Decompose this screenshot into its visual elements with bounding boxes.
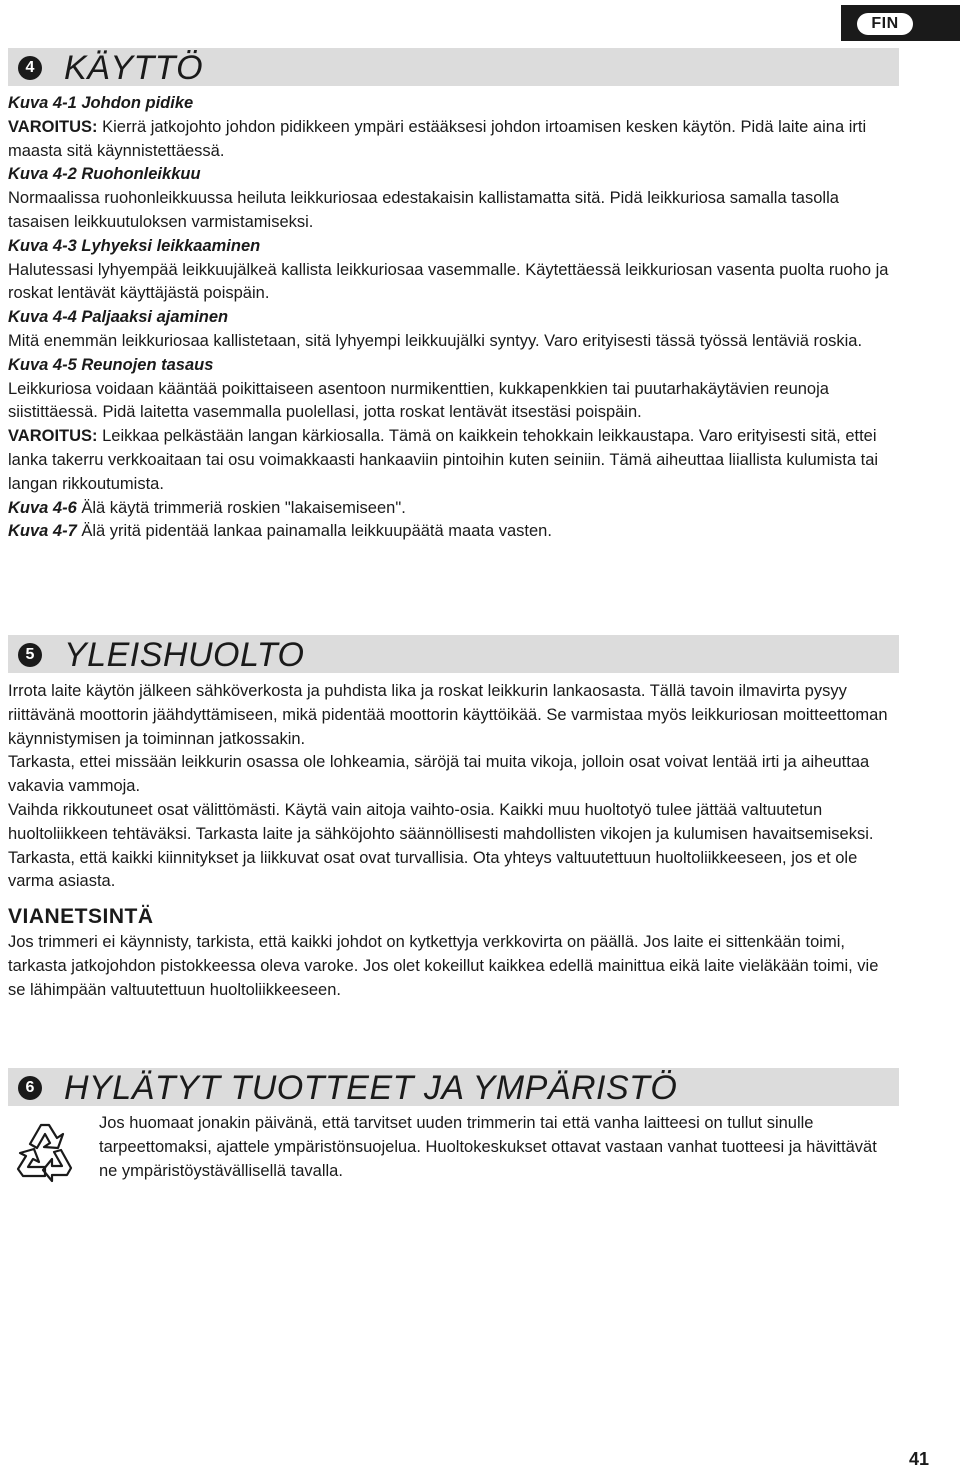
section-6-number: 6 bbox=[18, 1076, 42, 1100]
figure-label: Kuva 4-4 Paljaaksi ajaminen bbox=[8, 308, 229, 327]
text-run: Vaihda rikkoutuneet osat välittömästi. Käytä vain aitoja vaihto-osia. Kaikki muu huoltotyö tulee jättää valtuutetun huoltoliikkeen tehtäväksi. Tarkasta laite ja sähköjohto säännöllisesti mahdollisten vikojen ja kulumisen havaitsemiseksi. Tarkasta, että kaikki kiinnitykset ja liikkuvat osat ovat turvallisia. Ota yhteys valtuutettuun huoltoliikkeeseen, jos et ole varma asiasta. bbox=[8, 800, 874, 891]
figure-label: Kuva 4-7 bbox=[8, 522, 77, 541]
warning-label: VAROITUS: bbox=[8, 427, 98, 446]
paragraph bbox=[8, 259, 898, 307]
paragraph bbox=[8, 680, 898, 751]
text-run: Mitä enemmän leikkuriosaa kallistetaan, sitä lyhyempi leikkuujälki syntyy. Varo erityisesti tässä työssä lentäviä roskia. bbox=[8, 331, 863, 350]
paragraph bbox=[8, 799, 898, 894]
paragraph bbox=[8, 931, 898, 1002]
text-run: Halutessasi lyhyempää leikkuujälkeä kallista leikkuriosaa vasemmalle. Käytettäessä leikkuriosan vasenta puolta ruoho ja roskat lentävät käyttäjästä poispäin. bbox=[8, 260, 889, 303]
section-4-title: KÄYTTÖ bbox=[64, 49, 204, 87]
text-run: Jos huomaat jonakin päivänä, että tarvitset uuden trimmerin tai että vanha laitteesi on tullut sinulle tarpeettomaksi, ajattele ympäristönsuojelua. Huoltokeskukset ottavat vastaan vanhat tuotteesi ja hävittävät ne ympäristöystävällisellä tavalla. bbox=[99, 1114, 877, 1180]
text-run: Irrota laite käytön jälkeen sähköverkosta ja puhdista lika ja roskat leikkurin lankaosasta. Tällä tavoin ilmavirta pysyy riittävänä moottorin jäähdyttämiseen, mikä pidentää moottorin käyttöikää. Se varmistaa myös leikkuriosan moitteettoman käynnistymisen ja toiminnan jatkossakin. bbox=[8, 682, 888, 748]
text-run: Älä yritä pidentää lankaa painamalla leikkuupäätä maata vasten. bbox=[76, 522, 552, 541]
paragraph bbox=[8, 354, 898, 378]
paragraph bbox=[8, 235, 898, 259]
paragraph bbox=[8, 116, 898, 164]
paragraph bbox=[8, 425, 898, 496]
section-4-header bbox=[8, 48, 899, 86]
paragraph bbox=[8, 751, 898, 799]
section-5-title: YLEISHUOLTO bbox=[64, 636, 305, 674]
paragraph bbox=[8, 520, 898, 544]
figure-label: Kuva 4-6 bbox=[8, 498, 77, 517]
figure-label: Kuva 4-5 Reunojen tasaus bbox=[8, 355, 214, 374]
section-5-header bbox=[8, 635, 899, 673]
text-run: Normaalissa ruohonleikkuussa heiluta leikkuriosaa edestakaisin kallistamatta sitä. Pidä leikkuriosa samalla tasolla tasaisen leikkuutuloksen varmistamiseksi. bbox=[8, 189, 839, 231]
paragraph bbox=[8, 92, 898, 116]
language-tab bbox=[841, 5, 960, 41]
text-run: Leikkaa pelkästään langan kärkiosalla. Tämä on kaikkein tehokkain leikkaustapa. Varo erityisesti sitä, ettei lanka takerru verkkoaitaan tai osu voimakkaasti hankaaviin pintoihin kuten seiniin. Tämä aiheuttaa liiallista kulumista tai langan rikkoutumista. bbox=[8, 427, 879, 493]
paragraph bbox=[8, 187, 898, 235]
paragraph bbox=[99, 1112, 889, 1183]
section-5-number: 5 bbox=[18, 643, 42, 667]
paragraph bbox=[8, 163, 898, 187]
paragraph bbox=[8, 497, 898, 521]
language-label: FIN bbox=[857, 13, 913, 35]
figure-label: Kuva 4-1 Johdon pidike bbox=[8, 94, 194, 112]
paragraph bbox=[8, 378, 898, 426]
text-run: Älä käytä trimmeriä roskien "lakaisemiseen". bbox=[76, 498, 406, 517]
warning-label: VAROITUS: bbox=[8, 117, 98, 136]
paragraph bbox=[8, 330, 898, 354]
figure-label: Kuva 4-3 Lyhyeksi leikkaaminen bbox=[8, 236, 261, 255]
text-run: Leikkuriosa voidaan kääntää poikittaiseen asentoon nurmikenttien, kukkapenkkien tai puutarhakäytävien reunoja siistittäessä. Pidä laitetta vasemmalla puolellasi, jotta roskat lentävät itsestäsi poispäin. bbox=[8, 379, 829, 422]
section-6-header bbox=[8, 1068, 899, 1106]
recycle-icon bbox=[8, 1114, 80, 1186]
section-5-body bbox=[8, 680, 898, 894]
section-6-body bbox=[99, 1112, 889, 1183]
section-6-title: HYLÄTYT TUOTTEET JA YMPÄRISTÖ bbox=[64, 1069, 678, 1107]
page-number: 41 bbox=[909, 1449, 930, 1469]
section-4-body bbox=[8, 92, 898, 544]
text-run: Kierrä jatkojohto johdon pidikkeen ympäri estääksesi johdon irtoamisen kesken käytön. Pidä laite aina irti maasta sitä käynnistettäessä. bbox=[8, 117, 867, 160]
text-run: Tarkasta, ettei missään leikkurin osassa ole lohkeamia, säröjä tai muita vikoja, jolloin osat voivat lentää irti ja aiheuttaa vakavia vammoja. bbox=[8, 753, 870, 796]
text-run: Jos trimmeri ei käynnisty, tarkista, että kaikki johdot on kytkettyja verkkovirta on päällä. Jos laite ei sittenkään toimi, tarkasta jatkojohdon pistokkeessa oleva varoke. Jos olet kokeillut kaikkea edellä mainittua eikä laite vieläkään toimi, vie se lähimpään valtuutettuun huoltoliikkeeseen. bbox=[8, 933, 879, 999]
section-4-number: 4 bbox=[18, 56, 42, 80]
troubleshooting-heading: VIANETSINTÄ bbox=[8, 905, 154, 928]
paragraph bbox=[8, 306, 898, 330]
figure-label: Kuva 4-2 Ruohonleikkuu bbox=[8, 165, 201, 184]
troubleshooting-body bbox=[8, 931, 898, 1002]
